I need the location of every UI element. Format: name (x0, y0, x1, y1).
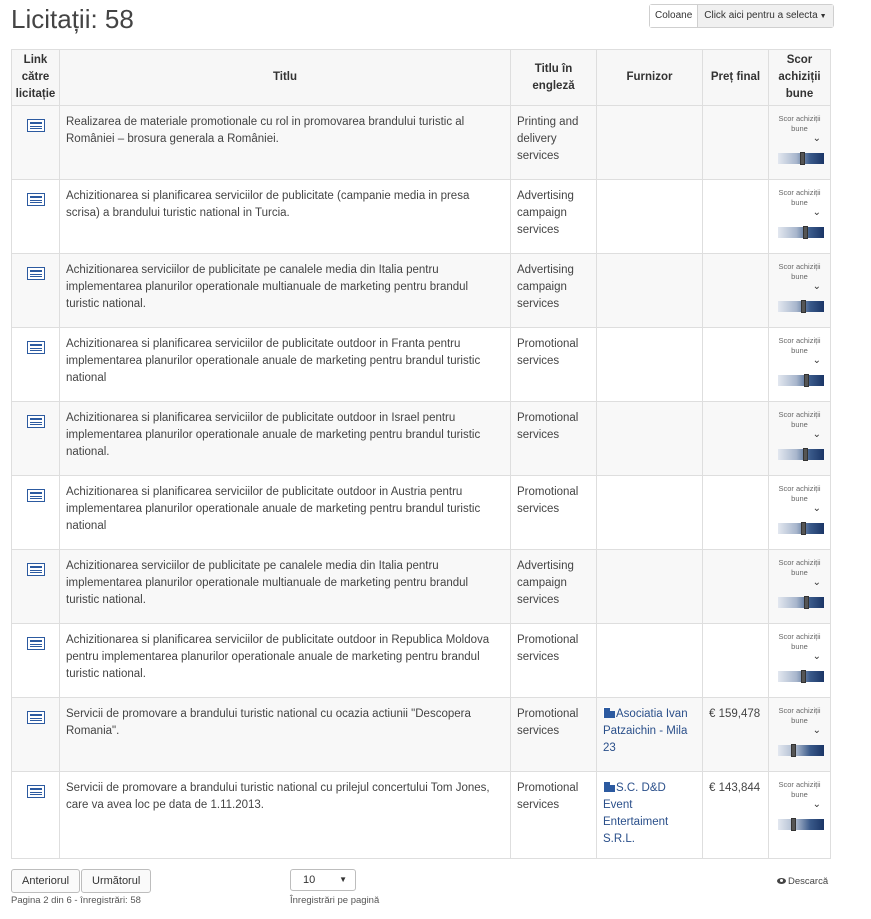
score-marker (800, 152, 805, 165)
title-en-cell: Promotional services (511, 402, 597, 476)
supplier-cell (597, 106, 703, 180)
score-bar (778, 819, 824, 830)
chevron-down-icon[interactable]: ⌄ (812, 207, 821, 218)
price-cell (703, 328, 769, 402)
columns-label: Coloane (650, 5, 698, 27)
caret-down-icon: ▼ (819, 13, 827, 20)
score-marker (804, 596, 809, 609)
title-en-cell: Printing and delivery services (511, 106, 597, 180)
score-cell (769, 328, 831, 402)
per-page-select[interactable] (290, 869, 356, 891)
score-bar (778, 671, 824, 682)
chevron-down-icon[interactable]: ⌄ (812, 577, 821, 588)
next-page-button[interactable]: Următorul (81, 869, 151, 893)
tender-link-icon[interactable] (27, 415, 45, 428)
supplier-cell (597, 476, 703, 550)
link-cell (12, 698, 60, 772)
title-en-cell: Promotional services (511, 772, 597, 859)
title-cell: Servicii de promovare a brandului turistic national cu prilejul concertului Tom Jones, care va avea loc pe data de 1.11.2013. (60, 772, 511, 859)
score-cell (769, 624, 831, 698)
prev-page-button[interactable]: Anteriorul (11, 869, 80, 893)
score-marker (804, 374, 809, 387)
price-cell (703, 624, 769, 698)
score-bar (778, 301, 824, 312)
score-bar (778, 153, 824, 164)
building-icon (603, 781, 615, 792)
score-label: Scor achiziții bune (778, 336, 821, 355)
supplier-link[interactable] (603, 708, 688, 754)
score-cell (769, 476, 831, 550)
title-cell: Achizitionarea serviciilor de publicitate pe canalele media din Italia pentru implementarea planurilor operationale multianuale de marketing pentru brandul turistic national. (60, 254, 511, 328)
score-label: Scor achiziții bune (778, 262, 821, 281)
table-row (12, 254, 831, 328)
title-en-cell: Promotional services (511, 698, 597, 772)
supplier-link[interactable] (603, 782, 668, 845)
table-row (12, 698, 831, 772)
col-header-link[interactable]: Link către licitație (12, 50, 60, 106)
col-header-score[interactable]: Scor achiziții bune (769, 50, 831, 106)
score-bar (778, 227, 824, 238)
chevron-down-icon[interactable]: ⌄ (812, 799, 821, 810)
table-row (12, 106, 831, 180)
score-cell (769, 402, 831, 476)
title-cell: Servicii de promovare a brandului turistic national cu ocazia actiunii "Descopera Romania". (60, 698, 511, 772)
score-cell (769, 254, 831, 328)
col-header-price[interactable]: Preț final (703, 50, 769, 106)
supplier-cell (597, 772, 703, 859)
table-row (12, 550, 831, 624)
tender-link-icon[interactable] (27, 711, 45, 724)
link-cell (12, 550, 60, 624)
link-cell (12, 254, 60, 328)
score-label: Scor achiziții bune (778, 706, 821, 725)
score-bar (778, 449, 824, 460)
score-marker (803, 226, 808, 239)
title-cell: Achizitionarea si planificarea serviciilor de publicitate outdoor in Austria pentru implementarea planurilor operationale anuale de marketing pentru brandul turistic national (60, 476, 511, 550)
link-cell (12, 772, 60, 859)
tender-link-icon[interactable] (27, 119, 45, 132)
download-label: Descarcă (788, 876, 829, 887)
title-cell: Achizitionarea si planificarea serviciilor de publicitate outdoor in Republica Moldova pentru implementarea planurilor operationale anuale de marketing pentru brandul turistic national. (60, 624, 511, 698)
price-cell (703, 106, 769, 180)
tender-link-icon[interactable] (27, 489, 45, 502)
score-label: Scor achiziții bune (778, 632, 821, 651)
per-page-label: Înregistrări pe pagină (290, 895, 380, 906)
score-label: Scor achiziții bune (778, 188, 821, 207)
title-en-cell: Advertising campaign services (511, 254, 597, 328)
eye-icon (777, 878, 786, 884)
score-cell (769, 550, 831, 624)
link-cell (12, 402, 60, 476)
tender-link-icon[interactable] (27, 341, 45, 354)
title-en-cell: Promotional services (511, 624, 597, 698)
title-en-cell: Promotional services (511, 476, 597, 550)
score-marker (803, 448, 808, 461)
score-cell (769, 106, 831, 180)
price-cell: € 159,478 (703, 698, 769, 772)
score-label: Scor achiziții bune (778, 780, 821, 799)
title-cell: Achizitionarea si planificarea serviciilor de publicitate outdoor in Franta pentru implementarea planurilor operationale anuale de marketing pentru brandul turistic national (60, 328, 511, 402)
score-bar (778, 745, 824, 756)
score-marker (791, 818, 796, 831)
link-cell (12, 106, 60, 180)
tender-link-icon[interactable] (27, 563, 45, 576)
columns-picker[interactable] (649, 4, 834, 28)
chevron-down-icon[interactable]: ⌄ (812, 355, 821, 366)
score-bar (778, 375, 824, 386)
price-cell (703, 254, 769, 328)
chevron-down-icon[interactable]: ⌄ (812, 133, 821, 144)
title-en-cell: Advertising campaign services (511, 180, 597, 254)
tender-link-icon[interactable] (27, 193, 45, 206)
chevron-down-icon[interactable]: ⌄ (812, 651, 821, 662)
chevron-down-icon[interactable]: ⌄ (812, 281, 821, 292)
caret-down-icon: ▼ (339, 875, 347, 884)
download-link[interactable] (777, 876, 828, 887)
title-en-cell: Promotional services (511, 328, 597, 402)
table-row (12, 624, 831, 698)
chevron-down-icon[interactable]: ⌄ (812, 725, 821, 736)
title-cell: Achizitionarea si planificarea serviciilor de publicitate outdoor in Israel pentru implementarea planurilor operationale anuale de marketing pentru brandul turistic national. (60, 402, 511, 476)
price-cell (703, 550, 769, 624)
score-cell (769, 180, 831, 254)
link-cell (12, 476, 60, 550)
table-row (12, 772, 831, 859)
title-en-cell: Advertising campaign services (511, 550, 597, 624)
page-info: Pagina 2 din 6 - înregistrări: 58 (11, 895, 141, 906)
supplier-name: S.C. D&D Event Entertaiment S.R.L. (603, 782, 669, 845)
price-cell: € 143,844 (703, 772, 769, 859)
price-cell (703, 402, 769, 476)
supplier-cell (597, 624, 703, 698)
tenders-table (11, 49, 831, 859)
price-cell (703, 180, 769, 254)
link-cell (12, 180, 60, 254)
score-marker (801, 300, 806, 313)
supplier-cell (597, 550, 703, 624)
supplier-name: Asociatia Ivan Patzaichin - Mila 23 (603, 708, 688, 754)
link-cell (12, 624, 60, 698)
price-cell (703, 476, 769, 550)
col-header-title-en[interactable]: Titlu în engleză (511, 50, 597, 106)
score-marker (801, 522, 806, 535)
tender-link-icon[interactable] (27, 785, 45, 798)
supplier-cell (597, 328, 703, 402)
table-row (12, 476, 831, 550)
score-marker (791, 744, 796, 757)
table-row (12, 328, 831, 402)
title-cell: Achizitionarea serviciilor de publicitate pe canalele media din Italia pentru implementarea planurilor operationale multianuale de marketing pentru brandul turistic national. (60, 550, 511, 624)
link-cell (12, 328, 60, 402)
score-cell (769, 698, 831, 772)
score-cell (769, 772, 831, 859)
score-marker (801, 670, 806, 683)
chevron-down-icon[interactable]: ⌄ (812, 503, 821, 514)
col-header-supplier[interactable]: Furnizor (597, 50, 703, 106)
score-bar (778, 597, 824, 608)
table-row (12, 402, 831, 476)
per-page-value: 10 (303, 874, 316, 886)
table-row (12, 180, 831, 254)
page-title: Licitații: 58 (11, 4, 134, 34)
title-cell: Achizitionarea si planificarea serviciilor de publicitate (campanie media in presa scrisa) a brandului turistic national in Turcia. (60, 180, 511, 254)
supplier-cell (597, 698, 703, 772)
building-icon (603, 707, 615, 718)
supplier-cell (597, 402, 703, 476)
tender-link-icon[interactable] (27, 267, 45, 280)
tender-link-icon[interactable] (27, 637, 45, 650)
score-label: Scor achiziții bune (778, 484, 821, 503)
score-label: Scor achiziții bune (778, 114, 821, 133)
columns-select[interactable]: Click aici pentru a selecta ▼ (698, 5, 832, 27)
score-label: Scor achiziții bune (778, 558, 821, 577)
title-cell: Realizarea de materiale promotionale cu rol in promovarea brandului turistic al României – brosura generala a României. (60, 106, 511, 180)
supplier-cell (597, 180, 703, 254)
score-label: Scor achiziții bune (778, 410, 821, 429)
col-header-title[interactable]: Titlu (60, 50, 511, 106)
score-bar (778, 523, 824, 534)
supplier-cell (597, 254, 703, 328)
chevron-down-icon[interactable]: ⌄ (812, 429, 821, 440)
